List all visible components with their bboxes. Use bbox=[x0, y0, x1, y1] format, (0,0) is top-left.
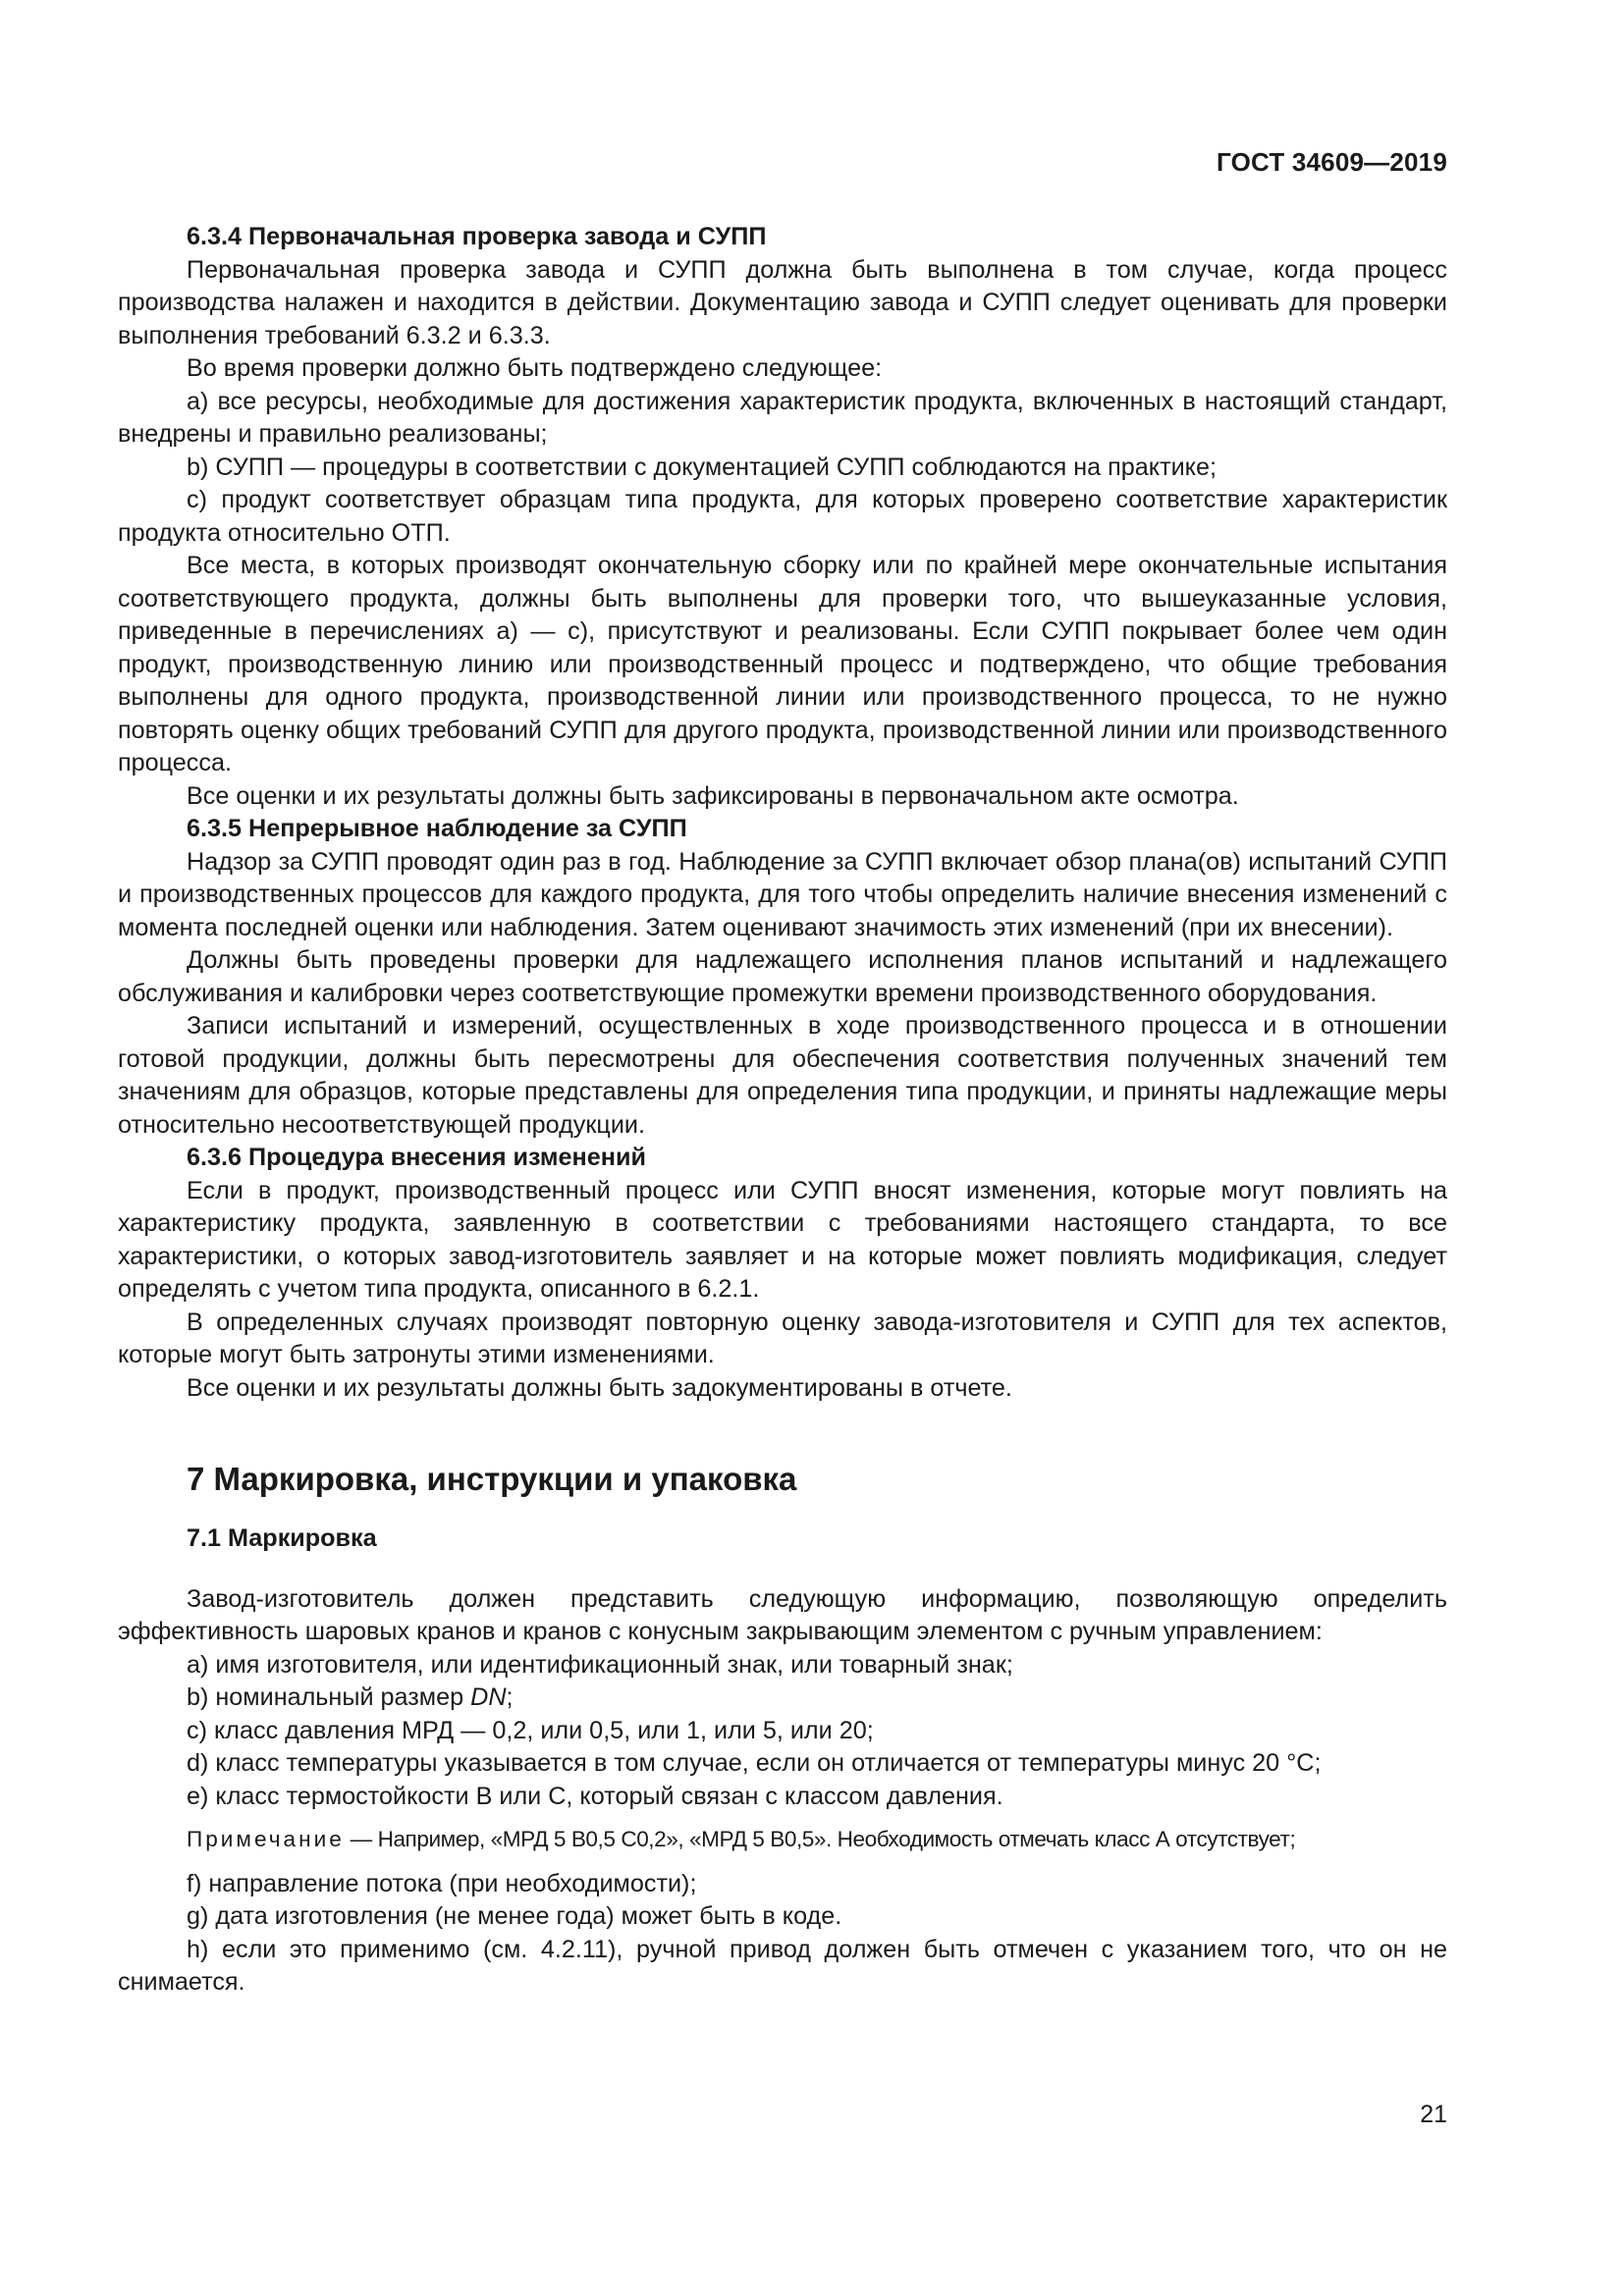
list-item-c: с) продукт соответствует образцам типа продукта, для которых проверено соответствие характеристик продукта относительно ОТП. bbox=[118, 486, 1447, 547]
list-item-g: g) дата изготовления (не менее года) может быть в коде. bbox=[187, 1902, 842, 1930]
paragraph: Все места, в которых производят окончательную сборку или по крайней мере окончательные испытания соответствующего продукта, должны быть выполнены для проверки того, что вышеуказанные условия, приведенные в перечислениях а) — с), присутствуют и реализованы. Если СУПП покрывает более чем один продукт, производственную линию или производственный процесс и подтверждено, что общие требования выполнены для одного продукта, производственной линии или производственного процесса, то не нужно повторять оценку общих требований СУПП для другого продукта, производственной линии или производственного процесса. bbox=[118, 552, 1447, 776]
paragraph: Надзор за СУПП проводят один раз в год. Наблюдение за СУПП включает обзор плана(ов) испытаний СУПП и производственных процессов для каждого продукта, для того чтобы определить наличие внесения изменений с момента последней оценки или наблюдения. Затем оценивают значимость этих изменений (при их внесении). bbox=[118, 847, 1447, 941]
list-item-h: h) если это применимо (см. 4.2.11), ручной привод должен быть отмечен с указанием того, что он не снимается. bbox=[118, 1935, 1447, 1996]
list-item-b-prefix: b) номинальный размер bbox=[187, 1683, 471, 1711]
section-heading-6-3-5: 6.3.5 Непрерывное наблюдение за СУПП bbox=[187, 815, 687, 842]
note bbox=[118, 1823, 1447, 1856]
document-id-header: ГОСТ 34609—2019 bbox=[1217, 147, 1447, 177]
paragraph: Первоначальная проверка завода и СУПП должна быть выполнена в том случае, когда процесс производства налажен и находится в действии. Документацию завода и СУПП следует оценивать для проверки выполнения требований 6.3.2 и 6.3.3. bbox=[118, 255, 1447, 349]
list-item-b bbox=[118, 1682, 1447, 1715]
section-heading-6-3-4: 6.3.4 Первоначальная проверка завода и СУПП bbox=[187, 223, 767, 250]
section-heading-7-1: 7.1 Маркировка bbox=[187, 1524, 377, 1552]
list-item-b: b) СУПП — процедуры в соответствии с документацией СУПП соблюдаются на практике; bbox=[187, 453, 1217, 481]
note-label: Примечание bbox=[187, 1827, 345, 1851]
paragraph: Все оценки и их результаты должны быть зафиксированы в первоначальном акте осмотра. bbox=[187, 781, 1239, 810]
list-item-d: d) класс температуры указывается в том случае, если он отличается от температуры минус 20 °С; bbox=[187, 1749, 1322, 1777]
list-item-b-italic: DN bbox=[470, 1683, 507, 1711]
paragraph: Должны быть проведены проверки для надлежащего исполнения планов испытаний и надлежащего обслуживания и калибровки через соответствующие промежутки времени производственного оборудования. bbox=[118, 946, 1447, 1007]
list-item-b-suffix: ; bbox=[506, 1683, 514, 1711]
section-heading-6-3-6: 6.3.6 Процедура внесения изменений bbox=[187, 1144, 646, 1171]
paragraph: Завод-изготовитель должен представить следующую информацию, позволяющую определить эффективность шаровых кранов и кранов с конусным закрывающим элементом с ручным управлением: bbox=[118, 1584, 1447, 1645]
list-item-f: f) направление потока (при необходимости); bbox=[187, 1869, 697, 1897]
paragraph: Все оценки и их результаты должны быть задокументированы в отчете. bbox=[187, 1373, 1012, 1402]
section-heading-7: 7 Маркировка, инструкции и упаковка bbox=[187, 1461, 797, 1497]
list-item-c: с) класс давления МРД — 0,2, или 0,5, или 1, или 5, или 20; bbox=[187, 1716, 874, 1744]
paragraph: Записи испытаний и измерений, осуществленных в ходе производственного процесса и в отношении готовой продукции, должны быть пересмотрены для обеспечения соответствия полученных значений тем значениям для образцов, которые представлены для определения типа продукции, и приняты надлежащие меры относительно несоответствующей продукции. bbox=[118, 1012, 1447, 1139]
paragraph: Если в продукт, производственный процесс или СУПП вносят изменения, которые могут повлиять на характеристику продукта, заявленную в соответствии с требованиями настоящего стандарта, то все характеристики, о которых завод-изготовитель заявляет и на которые может повлиять модификация, следует определять с учетом типа продукта, описанного в 6.2.1. bbox=[118, 1176, 1447, 1303]
document-body bbox=[118, 221, 1447, 2000]
page-number: 21 bbox=[1420, 2101, 1447, 2128]
paragraph: Во время проверки должно быть подтверждено следующее: bbox=[187, 354, 883, 382]
paragraph: В определенных случаях производят повторную оценку завода-изготовителя и СУПП для тех аспектов, которые могут быть затронуты этими изменениями. bbox=[118, 1308, 1447, 1368]
list-item-a: а) имя изготовителя, или идентификационный знак, или товарный знак; bbox=[187, 1650, 1013, 1679]
note-text: — Например, «МРД 5 В0,5 С0,2», «МРД 5 В0,5». Необходимость отмечать класс А отсутствует; bbox=[344, 1827, 1296, 1851]
list-item-e: е) класс термостойкости В или С, который связан с классом давления. bbox=[187, 1782, 1003, 1810]
list-item-a: а) все ресурсы, необходимые для достижения характеристик продукта, включенных в настоящий стандарт, внедрены и правильно реализованы; bbox=[118, 387, 1447, 448]
